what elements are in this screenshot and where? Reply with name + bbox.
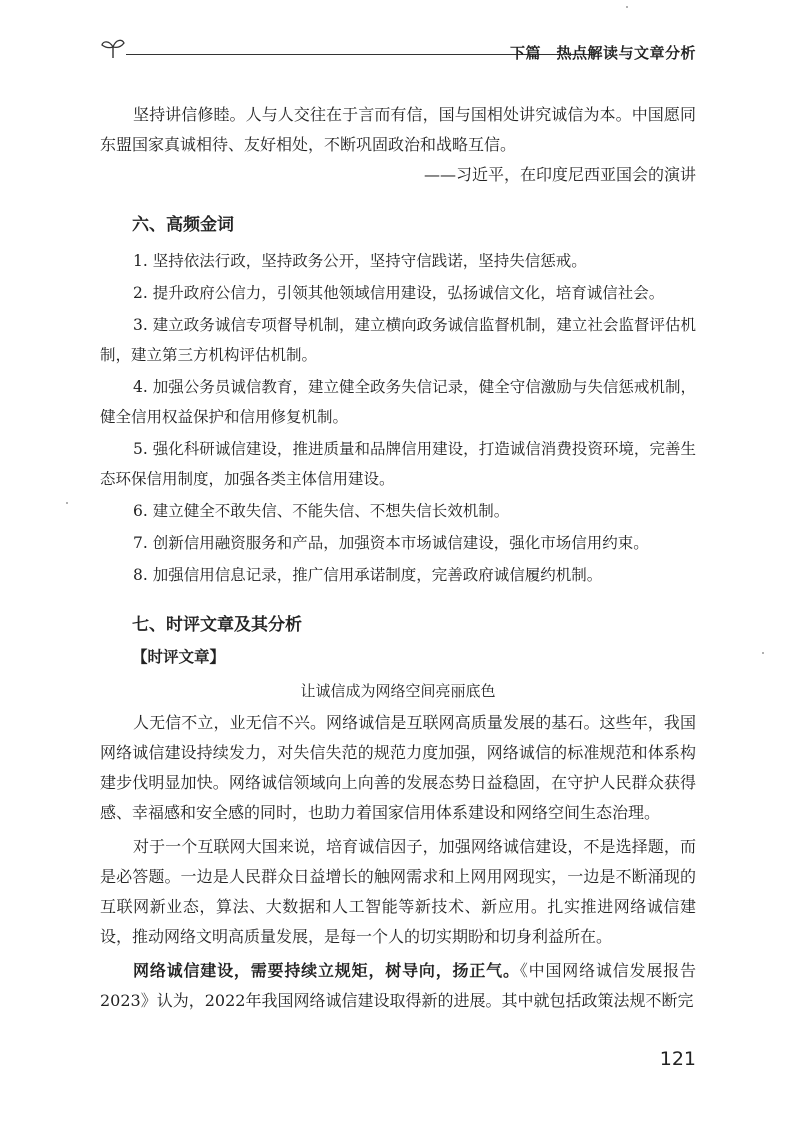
article-paragraph-last (100, 956, 696, 1016)
paragraph-text: 《中国网络诚信发展报告2023》认为，2022年我国网络诚信建设取得新的进展。其中就包括政策法规不断完 (100, 961, 696, 1010)
page-number: 121 (659, 1048, 696, 1070)
page-header (100, 28, 696, 68)
list-item: 6. 建立健全不敢失信、不能失信、不想失信长效机制。 (133, 502, 510, 520)
scan-speck (626, 6, 628, 8)
list-item: 2. 提升政府公信力，引领其他领域信用建设，弘扬诚信文化，培育诚信社会。 (133, 284, 665, 302)
bold-lead-sentence: 网络诚信建设，需要持续立规矩，树导向，扬正气。 (133, 961, 520, 980)
keyword-list (100, 246, 696, 590)
article-subheading: 【时评文章】 (132, 648, 226, 666)
running-title: 下篇 热点解读与文章分析 (509, 44, 696, 62)
quote-attribution: ——习近平，在印度尼西亚国会的演讲 (423, 165, 696, 184)
sprout-icon (100, 36, 126, 60)
page-body (100, 100, 696, 1016)
list-item: 1. 坚持依法行政，坚持政务公开，坚持守信践诺，坚持失信惩戒。 (133, 252, 587, 270)
article-paragraph: 人无信不立，业无信不兴。网络诚信是互联网高质量发展的基石。这些年，我国网络诚信建设持续发力，对失信失范的规范力度加强，网络诚信的标准规范和体系构建步伐明显加快。网络诚信领域向上向善的发展态势日益稳固，在守护人民群众获得感、幸福感和安全感的同时，也助力着国家信用体系建设和网络空间生态治理。 (100, 713, 696, 822)
list-item: 7. 创新信用融资服务和产品，加强资本市场诚信建设，强化市场信用约束。 (133, 534, 649, 552)
list-item: 3. 建立政务诚信专项督导机制，建立横向政务诚信监督机制，建立社会监督评估机制，建立第三方机构评估机制。 (100, 316, 696, 364)
quote-text: 坚持讲信修睦。人与人交往在于言而有信，国与国相处讲究诚信为本。中国愿同东盟国家真诚相待、友好相处，不断巩固政治和战略互信。 (100, 105, 696, 154)
scan-speck (762, 652, 764, 654)
list-item: 8. 加强信用信息记录，推广信用承诺制度，完善政府诚信履约机制。 (133, 566, 603, 584)
list-item: 5. 强化科研诚信建设，推进质量和品牌信用建设，打造诚信消费投资环境，完善生态环保信用制度，加强各类主体信用建设。 (100, 440, 696, 488)
scan-speck (66, 502, 68, 504)
section-heading-keywords: 六、高频金词 (132, 215, 234, 235)
article-paragraph: 对于一个互联网大国来说，培育诚信因子，加强网络诚信建设，不是选择题，而是必答题。一边是人民群众日益增长的触网需求和上网用网现实，一边是不断涌现的互联网新业态，算法、大数据和人工智能等新技术、新应用。扎实推进网络诚信建设，推动网络文明高质量发展，是每一个人的切实期盼和切身利益所在。 (100, 837, 696, 946)
list-item: 4. 加强公务员诚信教育，建立健全政务失信记录，健全守信激励与失信惩戒机制，健全信用权益保护和信用修复机制。 (100, 378, 696, 426)
section-heading-articles: 七、时评文章及其分析 (132, 615, 302, 635)
article-title: 让诚信成为网络空间亮丽底色 (300, 682, 496, 700)
